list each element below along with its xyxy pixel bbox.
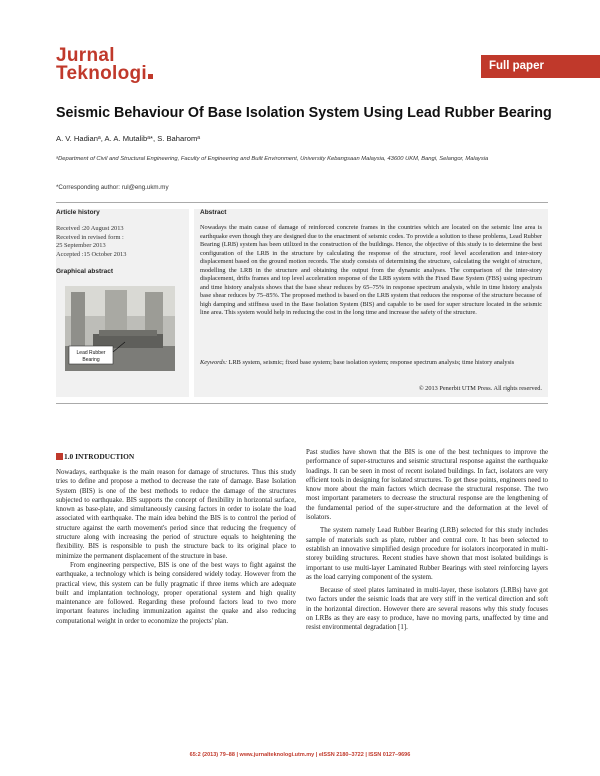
footer-issn: ISSN 0127–9696	[368, 752, 411, 758]
copyright: © 2013 Penerbit UTM Press. All rights reserved.	[418, 385, 542, 392]
photo-label-line1: Lead Rubber	[76, 350, 106, 356]
paragraph: From engineering perspective, BIS is one of the best ways to fight against the earthquake, a technology which is being considered widely today. However from the practical view, this system can be fully pragmatic if three items which are adequate built and implantation technology, proper operational system and high quality maintenance are followed. Regarding these profound factors lead to two more important features including immunization against the quake and also reducing computational weight in order to economize the projects' plan.	[56, 561, 296, 625]
footer-url[interactable]: www.jurnalteknologi.utm.my	[239, 752, 315, 758]
paragraph: Past studies have shown that the BIS is one of the best techniques to improve the performance of super-structures and seismic structural response against the earthquake loadings. It can be seen in most of recent isolated buildings. In fact, isolators are very efficient tools in designing for isolated structures. To get these points, engineers need to know more about the main factors which decrease the structural response. The two most important parameters to decrease the structural response are the lengthening of the fundamental period of the super-structure and the deformation at the level of isolators.	[306, 449, 548, 522]
paragraph: The system namely Lead Rubber Bearing (LRB) selected for this study includes sample of materials such as plate, rubber and central core. It has been selected to establish an innovative simplified design procedure for isolators incorporated in multi-storey building structures. Recent studies have shown that most isolated buildings is important to use multi-layer Laminated Rubber Bearings with steel reinforcing layers as the load carrying component of the system.	[306, 527, 548, 581]
keywords-list: LRB system, seismic; fixed base system; base isolation system; response spectrum analysis; time history analysis	[227, 359, 515, 366]
keywords	[200, 359, 542, 368]
paragraph: Because of steel plates laminated in multi-layer, these isolators (LRBs) have got two factors under the seismic loads that are very stiff in the vertical direction and soft in the horizontal direction. However there are several reasons why this study focuses on LRBs as they are easy to produce, have no moving parts, unaffected by time and resist environmental degradation [1].	[306, 587, 548, 632]
journal-logo-line2	[56, 65, 153, 83]
history-line: Received :20 August 2013	[56, 225, 124, 232]
right-text-column	[306, 448, 548, 633]
graphical-abstract-image	[65, 286, 175, 371]
journal-logo-line1: Jurnal	[56, 45, 115, 66]
abstract-heading: Abstract	[200, 209, 227, 216]
page-footer: 65:2 (2013) 79–88 | www.jurnalteknologi.utm.my | eISSN 2180–3722 | ISSN 0127–9696	[189, 752, 411, 758]
article-history	[56, 225, 126, 260]
journal-logo-line2-text: Teknologi	[56, 63, 148, 84]
lead-rubber-bearing-photo	[65, 286, 175, 371]
graphical-abstract-heading: Graphical abstract	[56, 268, 114, 275]
author-list: A. V. Hadianᵃ, A. A. Mutalibᵃ*, S. Baharomᵃ	[56, 134, 201, 143]
footer-eissn: eISSN 2180–3722	[318, 752, 364, 758]
abstract-text: Nowadays the main cause of damage of reinforced concrete frames in the countries which are located on the seismic line area is earthquake even though they are designed due to the enactment of seismic codes. To provide a solution to these problems, Lead Rubber Bearing (LRB) system has been utilized in the construction of the buildings. Hence, the objective of this study is to determine the best configuration of the LRB in the structure by calculating the response of the structure, roof level acceleration and inter-story displacement based on the ground motion records. The study consists of determining the structure, calculating the weight of structure, modelling the LRB in the structure and obtaining the output from the dynamic analyses. The comparison of the inter-story displacement, drifts frames and top level acceleration response of the LRB system with the Fixed Base System (FBS) using spectrum and time history analysis shows that the base shear reduces by 65–75% in response spectrum analysis, while in time history analysis base shear reduces by 75–85%. The proposed method is based on the LRB system that reduces the response of the structure because of high damping and stiffness used in the Base Isolation System (BIS) and capable to be used for super structure located in the seismic line area. This system would help in reducing the cost in the long time and increase the safety of the structure.	[200, 224, 542, 317]
corresponding-author: *Corresponding author: rul@eng.ukm.my	[56, 184, 169, 191]
journal-logo	[56, 47, 153, 83]
paper-title: Seismic Behaviour Of Base Isolation System Using Lead Rubber Bearing	[56, 105, 552, 121]
photo-label-line2: Bearing	[82, 357, 100, 363]
header-divider	[56, 202, 548, 203]
history-line: Received in revised form :	[56, 233, 124, 241]
affiliation: ᵃDepartment of Civil and Structural Engineering, Faculty of Engineering and Built Environment, University Kebangsaan Malaysia, 43600 UKM, Bangi, Selangor, Malaysia	[56, 156, 489, 162]
abstract-divider	[56, 403, 548, 404]
full-paper-badge: Full paper	[481, 55, 600, 78]
paragraph: Nowadays, earthquake is the main reason for damage of structures. Thus this study tries to define and propose a method to decrease the rate of damage. Base Isolation System (BIS) is one of the best methods to reduce the damage of the structures subjected to earthquake. BIS supports the concept of flexibility in horizontal surface, known as base-plate, and simultaneously causing factors in order to isolate the load associated with earthquake. The main idea behind the BIS is to control the period of structure against the earth movement's period since that reducing the frequency of structure along with increasing the period of structure equals to heightening the flexibility. BIS is responsible to push the structure back to its original place to minimize the permanent displacement of the structure in base.	[56, 469, 296, 560]
keywords-label: Keywords:	[200, 359, 228, 366]
section-heading-text: 1.0 INTRODUCTION	[64, 452, 135, 461]
logo-dot-icon	[148, 74, 153, 79]
history-line: 25 September 2013	[56, 242, 106, 250]
history-line: Accepted :15 October 2013	[56, 251, 127, 259]
footer-volume: 65:2 (2013) 79–88	[189, 752, 235, 758]
section-marker-icon	[56, 453, 63, 460]
section-heading	[56, 452, 134, 461]
article-history-heading: Article history	[56, 209, 100, 216]
left-text-column	[56, 468, 296, 626]
